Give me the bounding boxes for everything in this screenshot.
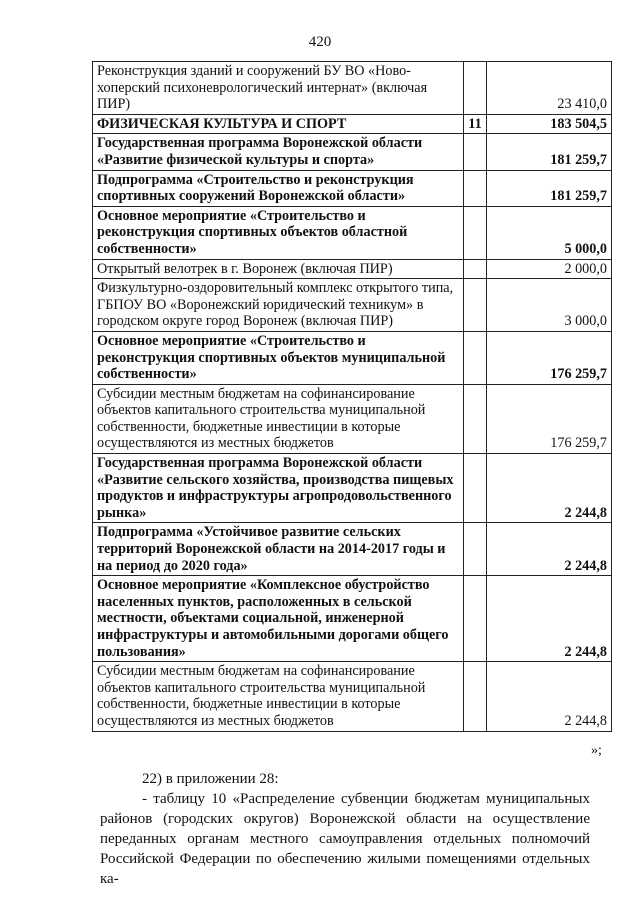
row-name-cell: Основное мероприятие «Строительство и реконструкция спортивных объектов областной собственности» [93,206,464,259]
row-value-cell: 2 244,8 [487,523,612,576]
table-row [93,331,612,384]
row-code-cell [464,662,487,731]
row-code-cell [464,384,487,453]
row-name-cell: Основное мероприятие «Комплексное обустройство населенных пунктов, расположенных в сельской местности, объектами социальной, инженерной инфраструктуры и автомобильными дорогами общего пользования» [93,576,464,662]
row-value-cell: 3 000,0 [487,279,612,332]
budget-table-body [93,62,612,732]
row-code-cell [464,170,487,206]
row-code-cell [464,206,487,259]
table-row [93,114,612,134]
row-name-cell: Субсидии местным бюджетам на софинансирование объектов капитального строительства муниципальной собственности, бюджетные инвестиции в которые осуществляются из местных бюджетов [93,384,464,453]
row-value-cell: 181 259,7 [487,134,612,170]
row-value-cell: 176 259,7 [487,384,612,453]
table-row [93,454,612,523]
amendment-text: - таблицу 10 «Распределение субвенции бюджетам муниципальных районов (городских округов) Воронежской области на осуществление переданных органам местного самоуправления отдельных полномочий Российской Федерации по обеспечению жилыми помещениями отдельных ка- [100,791,590,887]
closing-quote: »; [591,743,602,758]
row-name-cell: Физкультурно-оздоровительный комплекс открытого типа, ГБПОУ ВО «Воронежский юридический техникум» в городском округе город Воронеж (включая ПИР) [93,279,464,332]
row-name-cell: Основное мероприятие «Строительство и реконструкция спортивных объектов муниципальной собственности» [93,331,464,384]
row-code-cell [464,523,487,576]
row-name-cell: Реконструкция зданий и сооружений БУ ВО «Ново-хоперский психоневрологический интернат» (включая ПИР) [93,62,464,115]
row-value-cell: 183 504,5 [487,114,612,134]
row-value-cell: 176 259,7 [487,331,612,384]
page-number: 420 [308,34,332,50]
table-row [93,523,612,576]
budget-table [92,61,612,732]
row-value-cell: 23 410,0 [487,62,612,115]
table-row [93,62,612,115]
table-row [93,134,612,170]
row-code-cell [464,134,487,170]
table-row [93,259,612,279]
table-row [93,206,612,259]
table-row [93,662,612,731]
row-name-cell: Подпрограмма «Строительство и реконструкция спортивных сооружений Воронежской области» [93,170,464,206]
table-row [93,279,612,332]
row-name-cell: Государственная программа Воронежской области «Развитие физической культуры и спорта» [93,134,464,170]
table-row [93,170,612,206]
row-code-cell [464,62,487,115]
row-code-cell [464,331,487,384]
amendment-item: 22) в приложении 28: [142,771,279,787]
row-code-cell [464,259,487,279]
row-value-cell: 181 259,7 [487,170,612,206]
table-row [93,384,612,453]
row-name-cell: Субсидии местным бюджетам на софинансирование объектов капитального строительства муниципальной собственности, бюджетные инвестиции в которые осуществляются из местных бюджетов [93,662,464,731]
row-value-cell: 5 000,0 [487,206,612,259]
row-value-cell: 2 000,0 [487,259,612,279]
row-value-cell: 2 244,8 [487,662,612,731]
row-code-cell [464,576,487,662]
row-name-cell: Подпрограмма «Устойчивое развитие сельских территорий Воронежской области на 2014-2017 годы и на период до 2020 года» [93,523,464,576]
table-row [93,576,612,662]
row-name-cell: Открытый велотрек в г. Воронеж (включая ПИР) [93,259,464,279]
row-code-cell: 11 [464,114,487,134]
row-value-cell: 2 244,8 [487,454,612,523]
row-code-cell [464,454,487,523]
row-name-cell: ФИЗИЧЕСКАЯ КУЛЬТУРА И СПОРТ [93,114,464,134]
row-code-cell [464,279,487,332]
row-name-cell: Государственная программа Воронежской области «Развитие сельского хозяйства, производства пищевых продуктов и инфраструктуры агропродовольственного рынка» [93,454,464,523]
row-value-cell: 2 244,8 [487,576,612,662]
